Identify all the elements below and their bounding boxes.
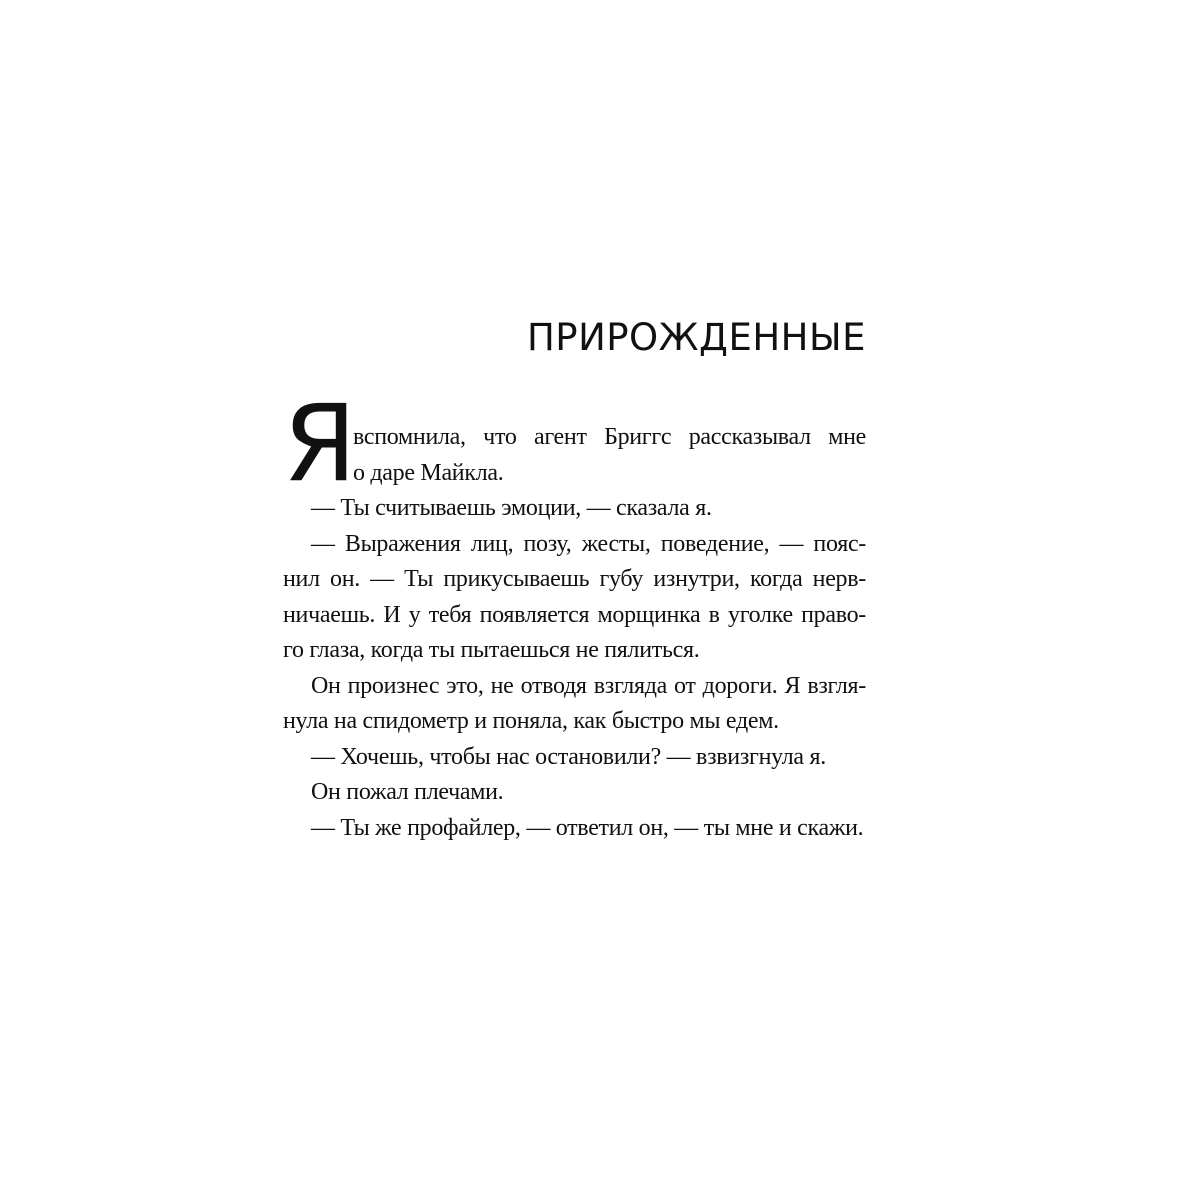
text-line: — Ты же профайлер, — ответил он, — ты мне и скажи. bbox=[311, 814, 864, 841]
text-line: ничаешь. И у тебя появляется морщинка в уголке право- bbox=[283, 601, 866, 628]
text-line: Он произнес это, не отводя взгляда от дороги. Я взгля- bbox=[311, 672, 866, 699]
text-line: нил он. — Ты прикусываешь губу изнутри, когда нерв- bbox=[283, 566, 866, 592]
text-line: о даре Майкла. bbox=[353, 459, 504, 486]
text-line: го глаза, когда ты пытаешься не пялиться. bbox=[283, 637, 700, 663]
text-line: — Выражения лиц, позу, жесты, поведение, — пояс- bbox=[311, 530, 866, 557]
text-line: вспомнила, что агент Бриггс рассказывал мне bbox=[353, 424, 866, 450]
drop-cap: Я bbox=[283, 382, 357, 505]
chapter-title: ПРИРОЖДЕННЫЕ bbox=[526, 316, 866, 359]
text-line: нула на спидометр и поняла, как быстро мы едем. bbox=[283, 708, 779, 734]
text-line: — Хочешь, чтобы нас остановили? — взвизгнула я. bbox=[311, 743, 826, 770]
text-line: Он пожал плечами. bbox=[311, 779, 504, 805]
chapter-text bbox=[283, 382, 866, 846]
text-line: — Ты считываешь эмоции, — сказала я. bbox=[311, 495, 712, 521]
